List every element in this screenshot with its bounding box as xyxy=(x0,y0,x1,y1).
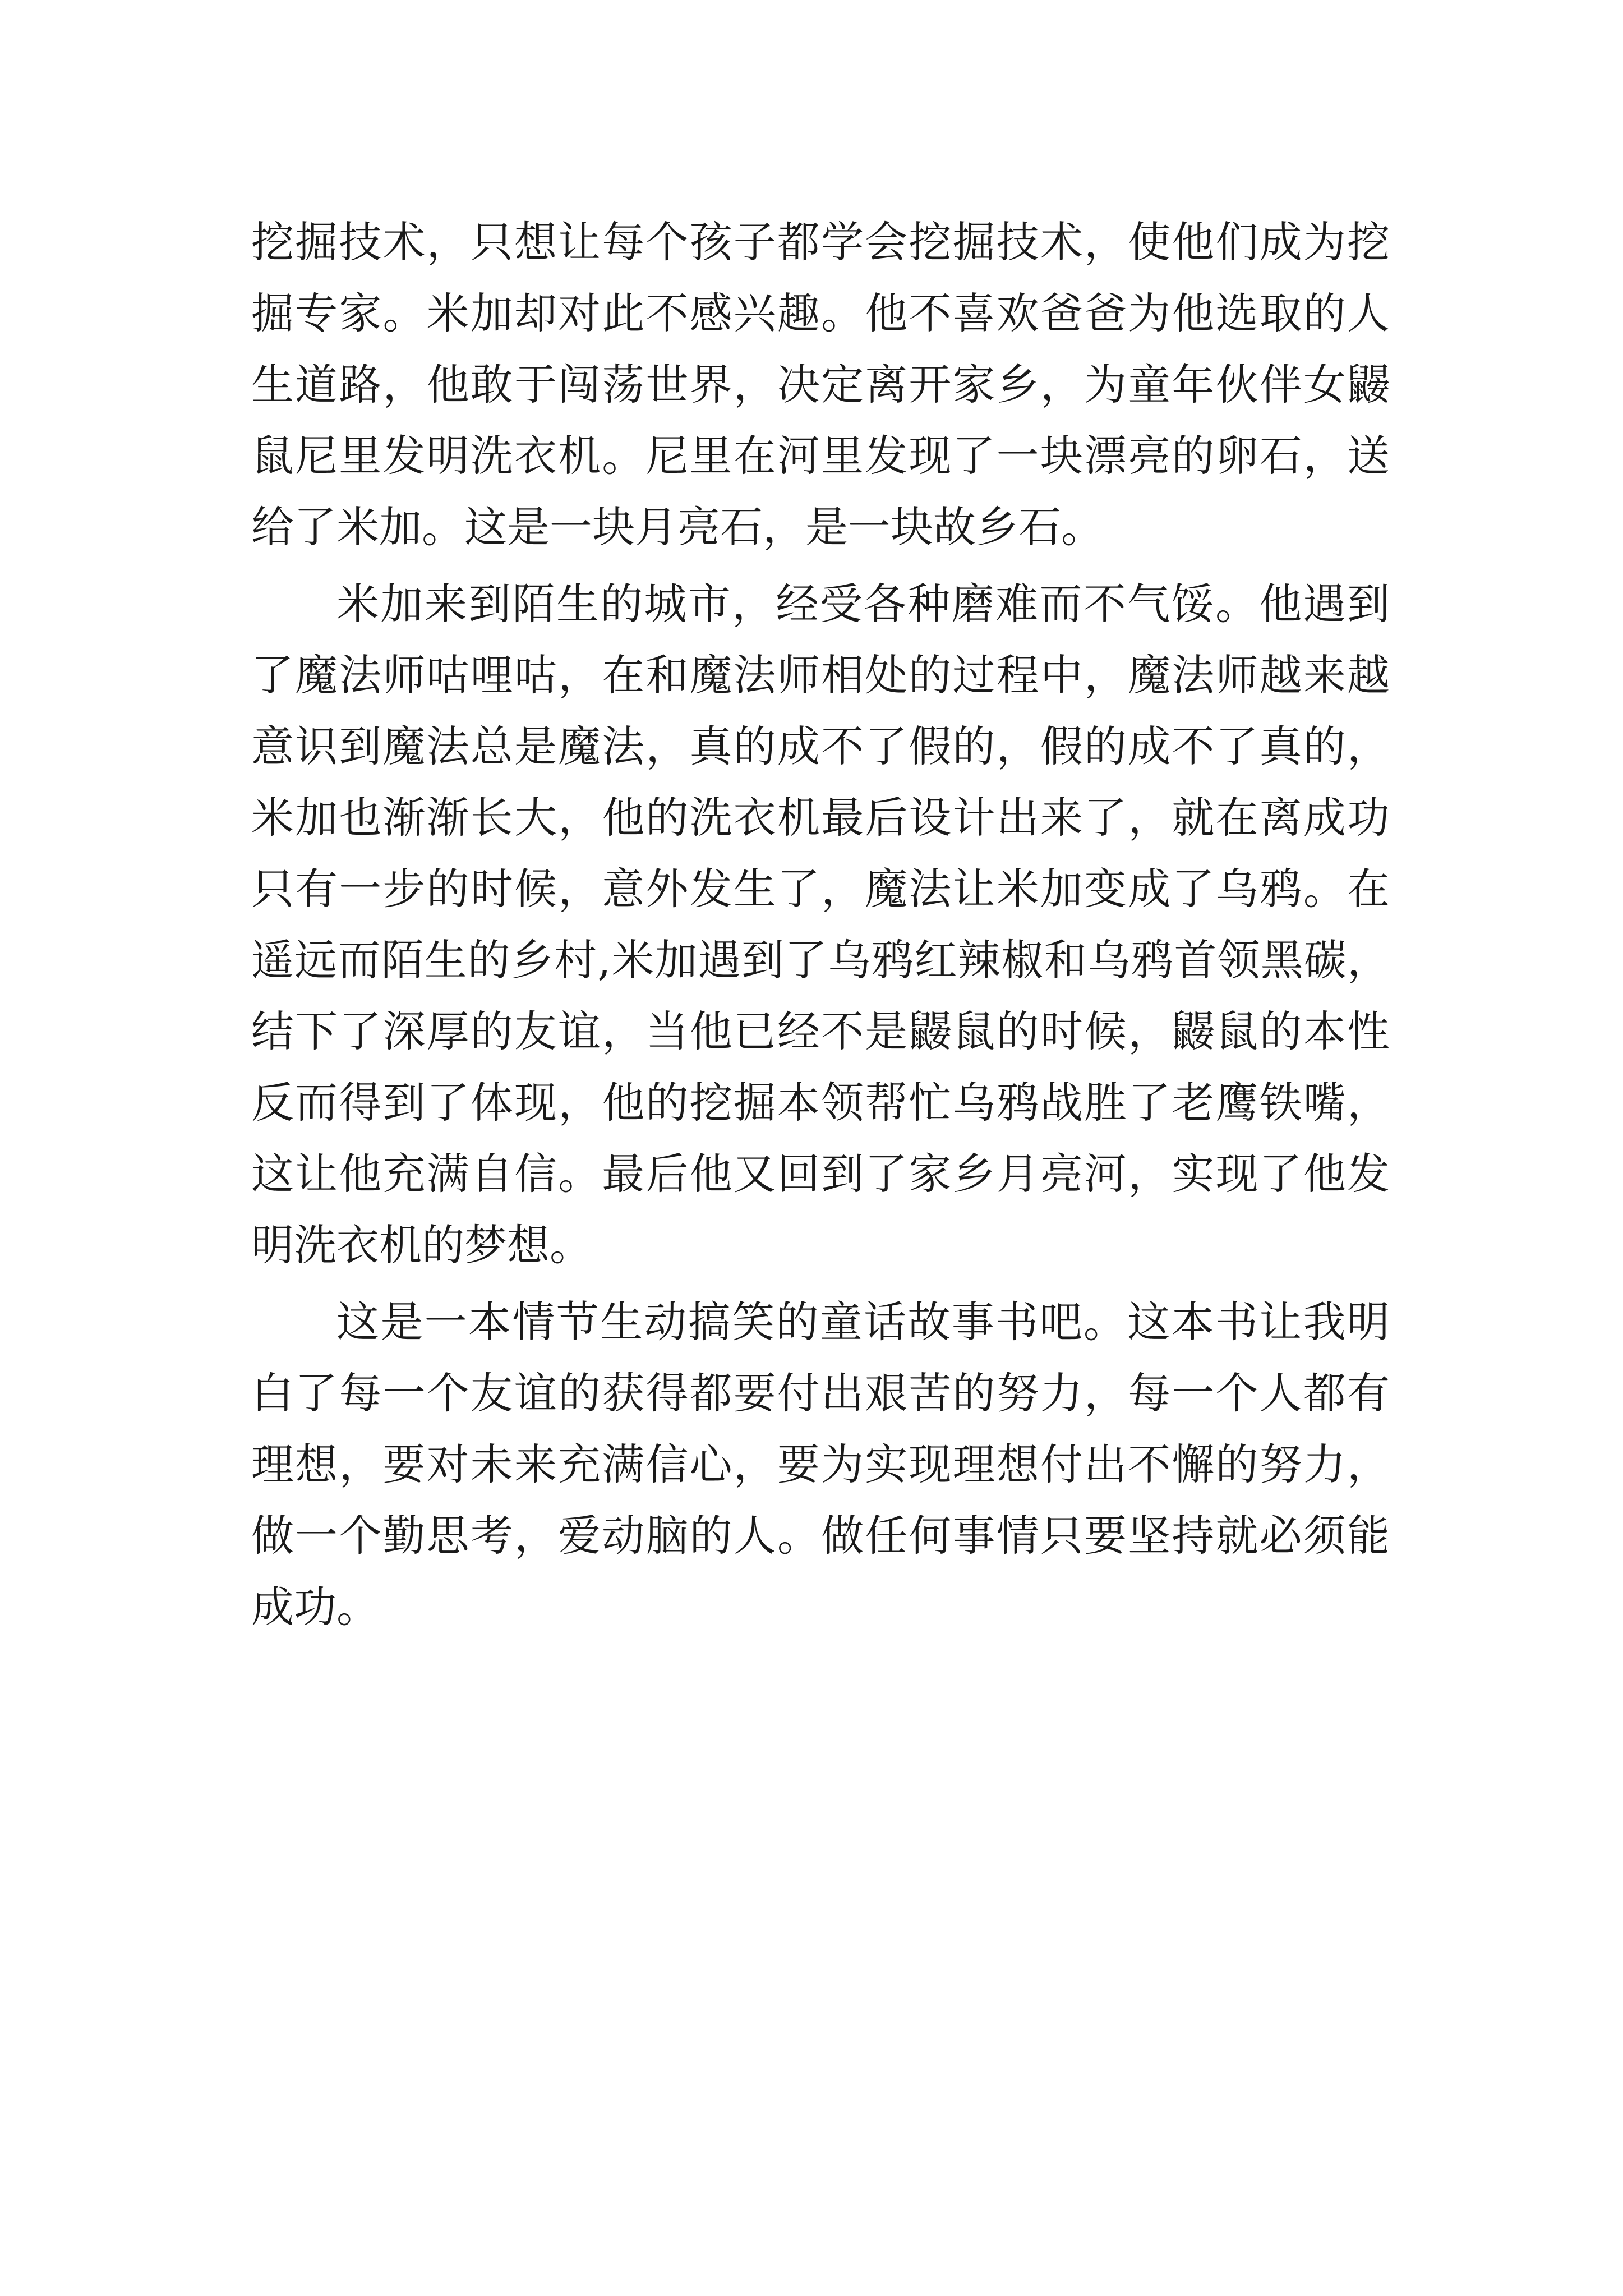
text-line: 给了米加。这是一块月亮石，是一块故乡石。 xyxy=(251,502,1104,552)
text-line: 意识到魔法总是魔法，真的成不了假的，假的成不了真的， xyxy=(251,721,1390,771)
text-line: 挖掘技术，只想让每个孩子都学会挖掘技术，使他们成为挖 xyxy=(251,217,1390,267)
text-line: 理想，要对未来充满信心，要为实现理想付出不懈的努力， xyxy=(251,1439,1390,1489)
text-line: 只有一步的时候，意外发生了，魔法让米加变成了乌鸦。在 xyxy=(251,864,1390,914)
text-line: 掘专家。米加却对此不感兴趣。他不喜欢爸爸为他选取的人 xyxy=(251,288,1390,338)
text-line: 了魔法师咕哩咕，在和魔法师相处的过程中，魔法师越来越 xyxy=(251,650,1390,700)
text-line: 做一个勤思考，爱动脑的人。做任何事情只要坚持就必须能 xyxy=(251,1511,1390,1561)
text-line: 这让他充满自信。最后他又回到了家乡月亮河，实现了他发 xyxy=(251,1149,1390,1199)
text-line: 成功。 xyxy=(251,1582,379,1632)
text-line: 遥远而陌生的乡村,米加遇到了乌鸦红辣椒和乌鸦首领黑碳， xyxy=(251,935,1390,985)
paragraph-spacer xyxy=(251,563,1390,568)
body-text xyxy=(251,206,1390,1642)
paragraph-1 xyxy=(251,206,1390,563)
text-line: 明洗衣机的梦想。 xyxy=(251,1220,592,1270)
text-line: 生道路，他敢于闯荡世界，决定离开家乡，为童年伙伴女鼹 xyxy=(251,360,1390,409)
text-line: 米加也渐渐长大，他的洗衣机最后设计出来了，就在离成功 xyxy=(251,793,1390,843)
text-line: 鼠尼里发明洗衣机。尼里在河里发现了一块漂亮的卵石，送 xyxy=(251,431,1390,481)
text-line: 米加来到陌生的城市，经受各种磨难而不气馁。他遇到 xyxy=(336,579,1390,629)
text-line: 白了每一个友谊的获得都要付出艰苦的努力，每一个人都有 xyxy=(251,1368,1390,1418)
paragraph-spacer xyxy=(251,1281,1390,1286)
text-line: 这是一本情节生动搞笑的童话故事书吧。这本书让我明 xyxy=(336,1297,1390,1347)
text-line: 反而得到了体现，他的挖掘本领帮忙乌鸦战胜了老鹰铁嘴， xyxy=(251,1078,1390,1128)
paragraph-3 xyxy=(251,1286,1390,1642)
paragraph-2 xyxy=(251,568,1390,1281)
text-line: 结下了深厚的友谊，当他已经不是鼹鼠的时候，鼹鼠的本性 xyxy=(251,1006,1390,1056)
